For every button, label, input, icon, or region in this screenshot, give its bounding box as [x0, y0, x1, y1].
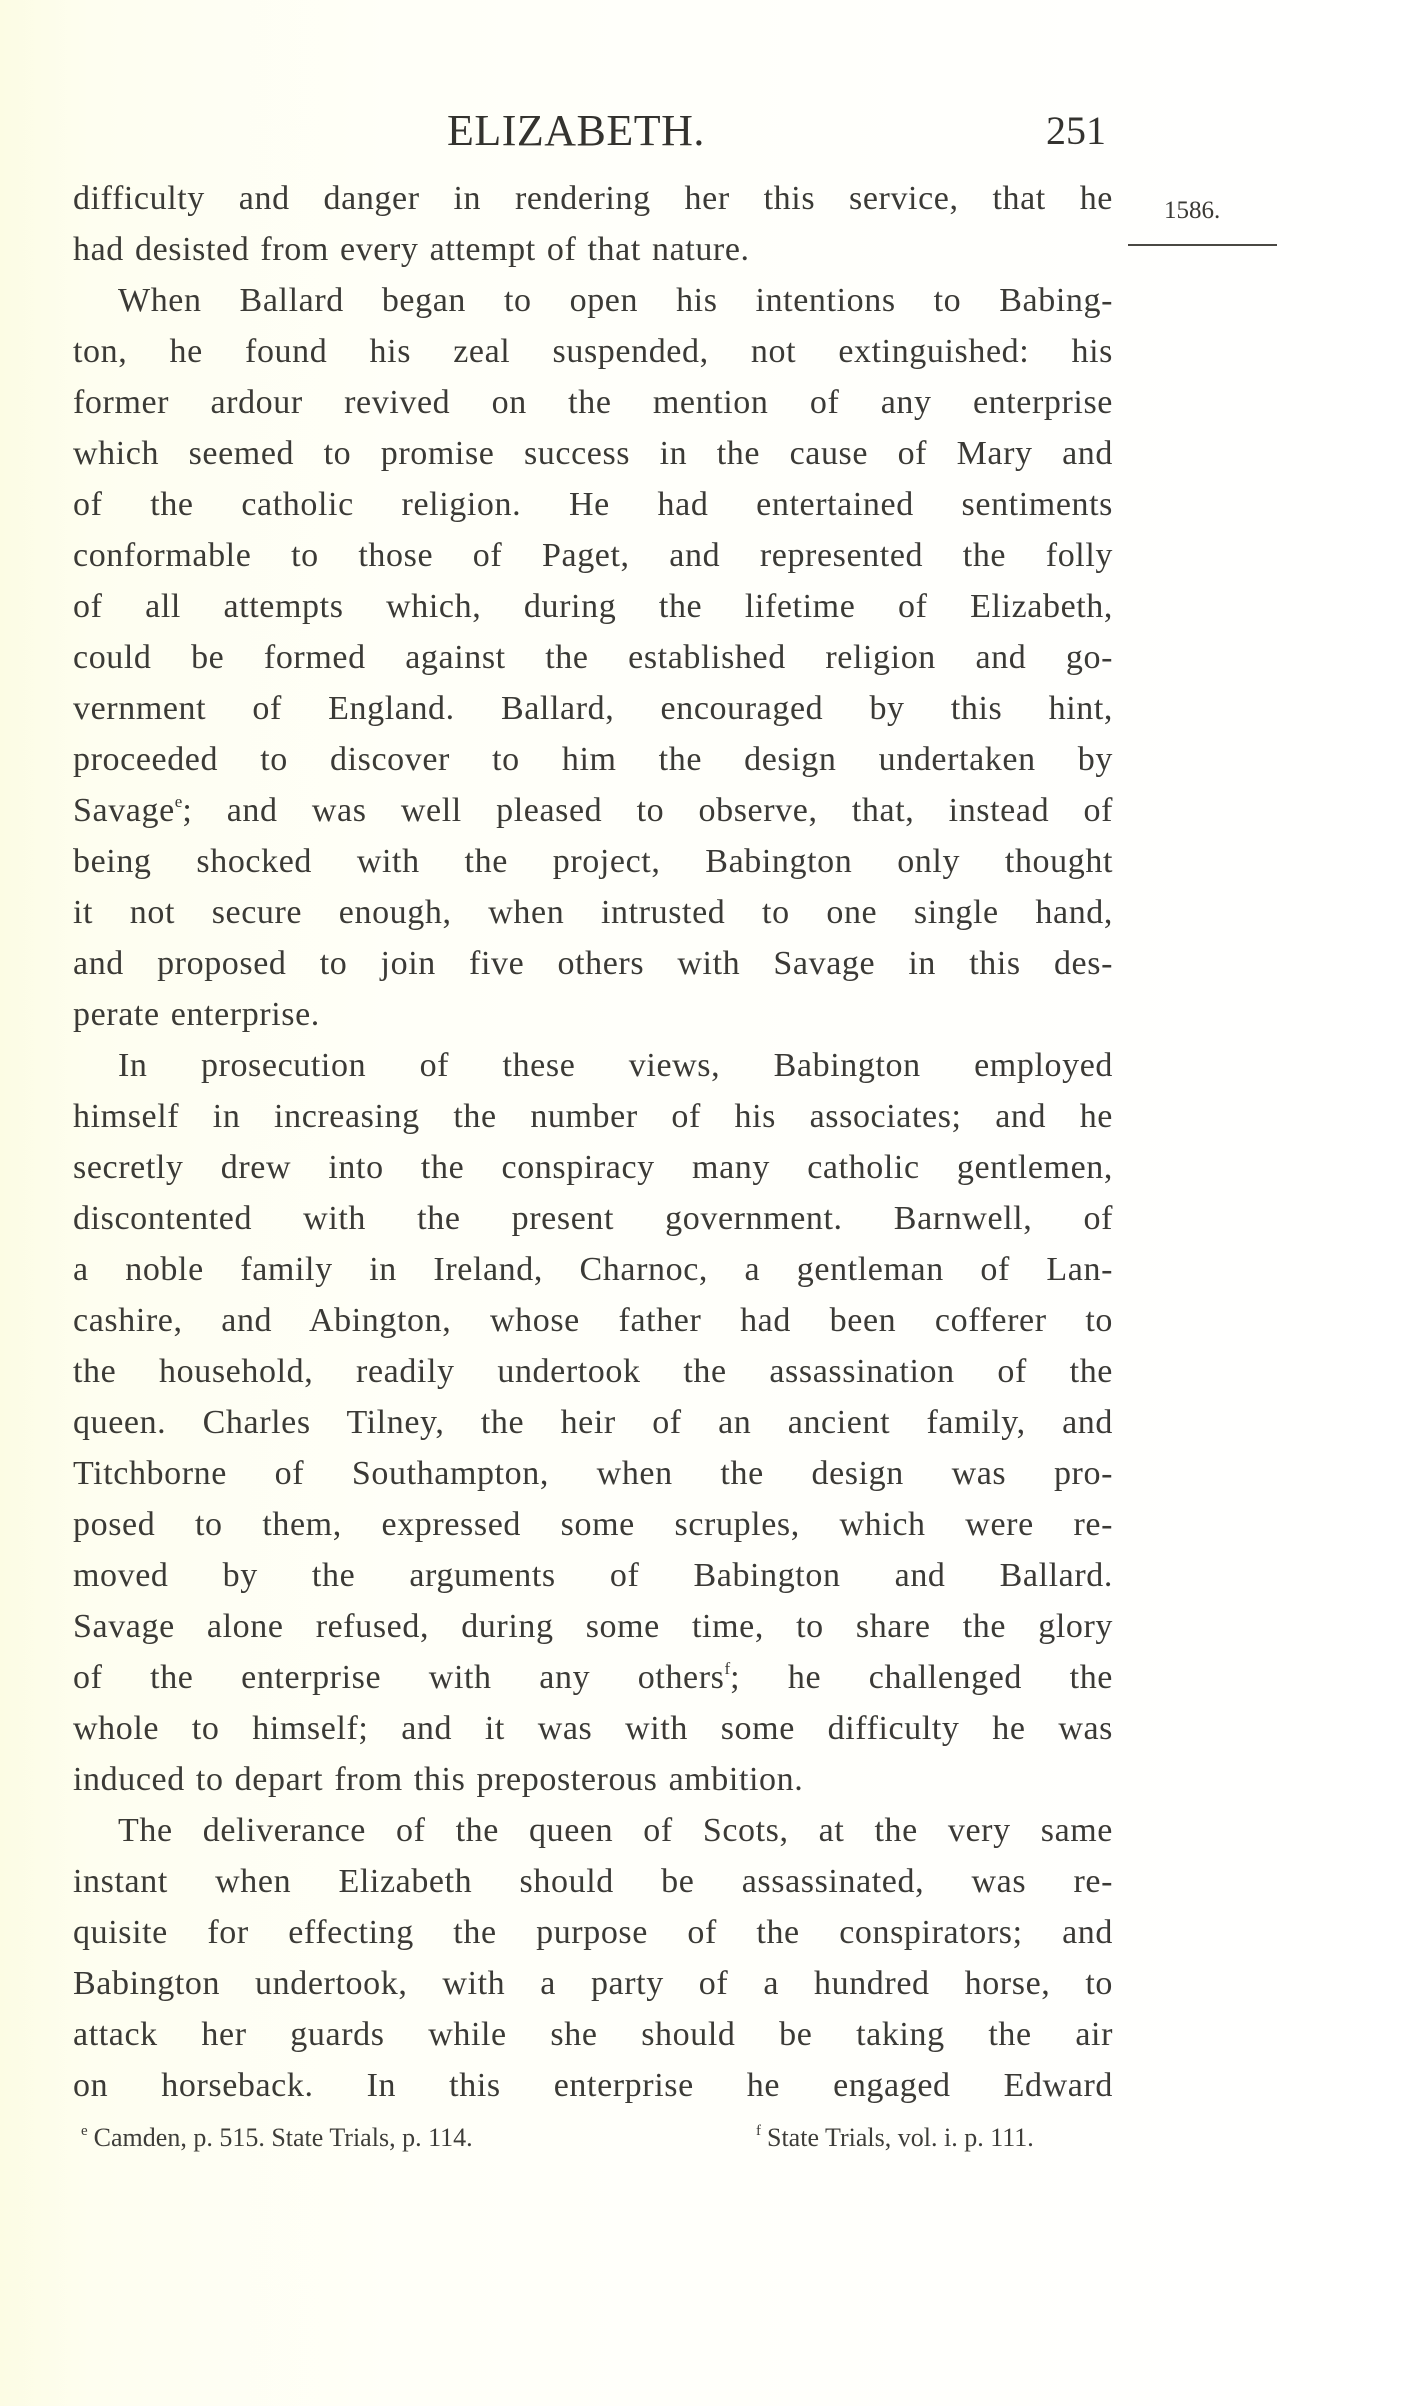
- text-line: a noble family in Ireland, Charnoc, a gentleman of Lan-: [73, 1251, 1113, 1288]
- text-line: moved by the arguments of Babington and Ballard.: [73, 1557, 1113, 1594]
- text-line: Babington undertook, with a party of a hundred horse, to: [73, 1965, 1113, 2002]
- text-segment: ; and was well pleased to observe, that, instead of: [182, 792, 1113, 829]
- text-line: could be formed against the established religion and go-: [73, 639, 1113, 676]
- text-line: instant when Elizabeth should be assassinated, was re-: [73, 1863, 1113, 1900]
- footnote-mark: e: [81, 2123, 88, 2139]
- text-line: which seemed to promise success in the cause of Mary and: [73, 435, 1113, 472]
- text-line: ton, he found his zeal suspended, not extinguished: his: [73, 333, 1113, 370]
- footnote-f: [756, 2123, 1034, 2153]
- text-line: queen. Charles Tilney, the heir of an ancient family, and: [73, 1404, 1113, 1441]
- footnote-text: Camden, p. 515. State Trials, p. 114.: [93, 2123, 473, 2152]
- paragraph-start-line: The deliverance of the queen of Scots, at the very same: [118, 1812, 1113, 1849]
- text-line: had desisted from every attempt of that nature.: [73, 231, 750, 268]
- text-line: the household, readily undertook the assassination of the: [73, 1353, 1113, 1390]
- text-line: on horseback. In this enterprise he engaged Edward: [73, 2067, 1113, 2104]
- text-line-with-footnote-ref: [73, 1652, 1113, 1703]
- footnote-text: State Trials, vol. i. p. 111.: [767, 2123, 1034, 2152]
- text-line: and proposed to join five others with Savage in this des-: [73, 945, 1113, 982]
- margin-year-note: 1586.: [1164, 197, 1221, 224]
- paragraph-start-line: In prosecution of these views, Babington employed: [118, 1047, 1113, 1084]
- text-line: quisite for effecting the purpose of the conspirators; and: [73, 1914, 1113, 1951]
- text-line: perate enterprise.: [73, 996, 320, 1033]
- text-line: induced to depart from this preposterous ambition.: [73, 1761, 804, 1798]
- footnote-ref-e[interactable]: e: [174, 792, 183, 811]
- text-line: Titchborne of Southampton, when the design was pro-: [73, 1455, 1113, 1492]
- text-line: Savage alone refused, during some time, to share the glory: [73, 1608, 1113, 1645]
- text-line: of the catholic religion. He had entertained sentiments: [73, 486, 1113, 523]
- text-line: it not secure enough, when intrusted to one single hand,: [73, 894, 1113, 931]
- text-line: difficulty and danger in rendering her this service, that he: [73, 180, 1113, 217]
- footnotes: [81, 2123, 1121, 2153]
- page-number: 251: [1046, 108, 1106, 153]
- text-segment: Savage: [73, 792, 175, 829]
- text-line: posed to them, expressed some scruples, which were re-: [73, 1506, 1113, 1543]
- running-head: [0, 106, 1421, 155]
- text-line: attack her guards while she should be taking the air: [73, 2016, 1113, 2053]
- text-line: secretly drew into the conspiracy many catholic gentlemen,: [73, 1149, 1113, 1186]
- body-text: [73, 173, 1113, 2111]
- text-segment: ; he challenged the: [730, 1659, 1113, 1696]
- text-line: vernment of England. Ballard, encouraged by this hint,: [73, 690, 1113, 727]
- text-line: whole to himself; and it was with some difficulty he was: [73, 1710, 1113, 1747]
- text-line: former ardour revived on the mention of any enterprise: [73, 384, 1113, 421]
- text-line: himself in increasing the number of his associates; and he: [73, 1098, 1113, 1135]
- footnote-mark: f: [756, 2123, 761, 2139]
- footnote-e: [81, 2123, 473, 2153]
- running-title: ELIZABETH.: [447, 106, 705, 155]
- paragraph-start-line: When Ballard began to open his intentions to Babing-: [118, 282, 1113, 319]
- text-line: of all attempts which, during the lifetime of Elizabeth,: [73, 588, 1113, 625]
- text-line: conformable to those of Paget, and represented the folly: [73, 537, 1113, 574]
- text-segment: of the enterprise with any others: [73, 1659, 725, 1696]
- text-line: proceeded to discover to him the design undertaken by: [73, 741, 1113, 778]
- text-line: cashire, and Abington, whose father had been cofferer to: [73, 1302, 1113, 1339]
- text-line: discontented with the present government. Barnwell, of: [73, 1200, 1113, 1237]
- text-line-with-footnote-ref: [73, 785, 1113, 836]
- footnote-ref-f[interactable]: f: [724, 1659, 731, 1678]
- margin-rule-divider: [1128, 244, 1277, 246]
- text-line: being shocked with the project, Babington only thought: [73, 843, 1113, 880]
